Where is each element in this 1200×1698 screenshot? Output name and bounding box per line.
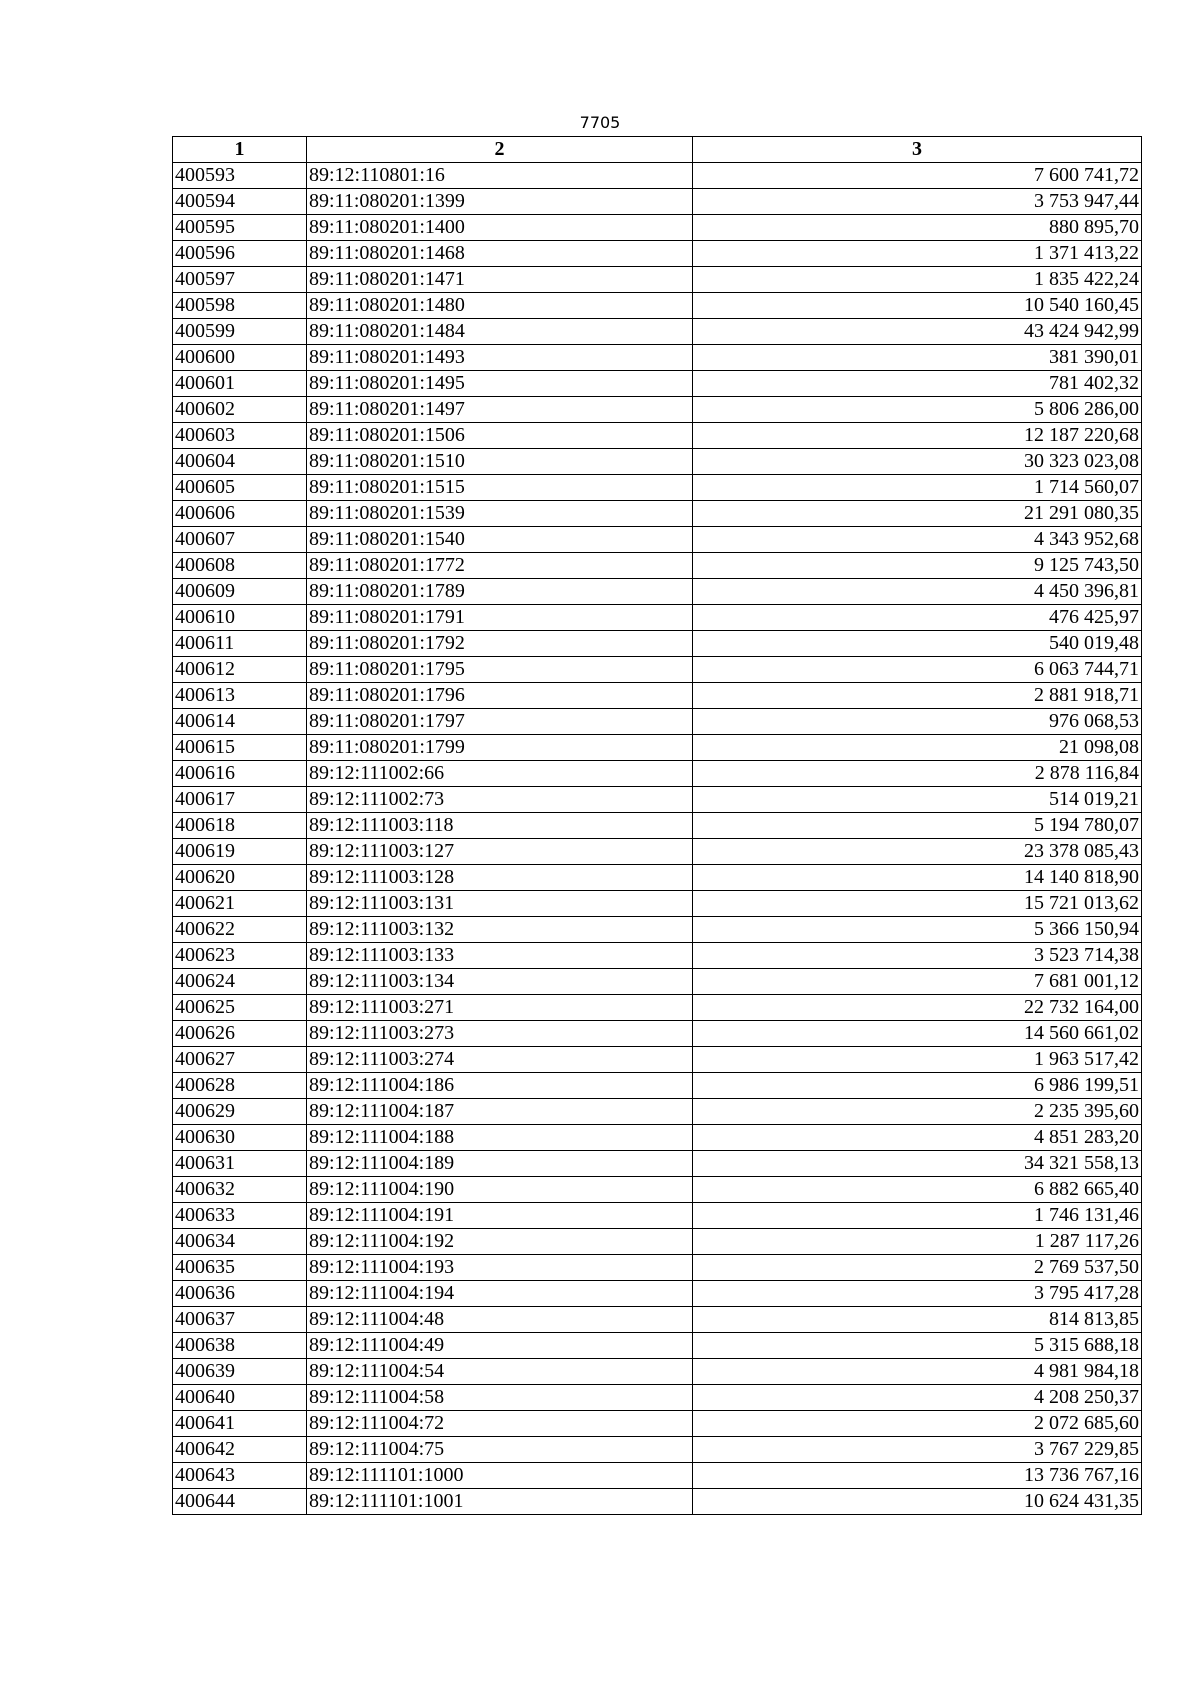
row-number-cell: 400597 <box>173 267 307 293</box>
table-row <box>173 1359 1142 1385</box>
table-row <box>173 1437 1142 1463</box>
cadastral-number-cell: 89:12:111004:186 <box>307 1073 693 1099</box>
row-number-cell: 400606 <box>173 501 307 527</box>
cadastral-number-cell: 89:11:080201:1400 <box>307 215 693 241</box>
value-cell: 3 523 714,38 <box>693 943 1142 969</box>
value-cell: 9 125 743,50 <box>693 553 1142 579</box>
row-number-cell: 400620 <box>173 865 307 891</box>
table-row <box>173 917 1142 943</box>
value-cell: 7 681 001,12 <box>693 969 1142 995</box>
table-row <box>173 1281 1142 1307</box>
table-row <box>173 1411 1142 1437</box>
cadastral-number-cell: 89:12:111003:128 <box>307 865 693 891</box>
table-row <box>173 735 1142 761</box>
row-number-cell: 400623 <box>173 943 307 969</box>
value-cell: 4 851 283,20 <box>693 1125 1142 1151</box>
table-row <box>173 241 1142 267</box>
value-cell: 21 291 080,35 <box>693 501 1142 527</box>
value-cell: 22 732 164,00 <box>693 995 1142 1021</box>
row-number-cell: 400603 <box>173 423 307 449</box>
cadastral-number-cell: 89:12:111003:273 <box>307 1021 693 1047</box>
row-number-cell: 400622 <box>173 917 307 943</box>
cadastral-number-cell: 89:12:111004:49 <box>307 1333 693 1359</box>
value-cell: 381 390,01 <box>693 345 1142 371</box>
cadastral-number-cell: 89:12:111004:191 <box>307 1203 693 1229</box>
cadastral-number-cell: 89:12:111002:73 <box>307 787 693 813</box>
cadastral-number-cell: 89:12:111004:188 <box>307 1125 693 1151</box>
row-number-cell: 400607 <box>173 527 307 553</box>
row-number-cell: 400594 <box>173 189 307 215</box>
value-cell: 2 881 918,71 <box>693 683 1142 709</box>
value-cell: 10 624 431,35 <box>693 1489 1142 1515</box>
row-number-cell: 400599 <box>173 319 307 345</box>
cadastral-number-cell: 89:12:111004:190 <box>307 1177 693 1203</box>
column-header-1: 1 <box>173 137 307 163</box>
value-cell: 14 560 661,02 <box>693 1021 1142 1047</box>
row-number-cell: 400596 <box>173 241 307 267</box>
table-row <box>173 189 1142 215</box>
cadastral-number-cell: 89:11:080201:1539 <box>307 501 693 527</box>
table-row <box>173 995 1142 1021</box>
value-cell: 5 366 150,94 <box>693 917 1142 943</box>
cadastral-number-cell: 89:11:080201:1493 <box>307 345 693 371</box>
cadastral-number-cell: 89:12:111004:194 <box>307 1281 693 1307</box>
value-cell: 1 287 117,26 <box>693 1229 1142 1255</box>
table-row <box>173 1099 1142 1125</box>
value-cell: 34 321 558,13 <box>693 1151 1142 1177</box>
table-row <box>173 1047 1142 1073</box>
value-cell: 2 072 685,60 <box>693 1411 1142 1437</box>
value-cell: 5 194 780,07 <box>693 813 1142 839</box>
cadastral-number-cell: 89:12:111003:134 <box>307 969 693 995</box>
table-row <box>173 319 1142 345</box>
row-number-cell: 400629 <box>173 1099 307 1125</box>
value-cell: 1 714 560,07 <box>693 475 1142 501</box>
row-number-cell: 400636 <box>173 1281 307 1307</box>
row-number-cell: 400626 <box>173 1021 307 1047</box>
value-cell: 4 450 396,81 <box>693 579 1142 605</box>
row-number-cell: 400639 <box>173 1359 307 1385</box>
cadastral-number-cell: 89:11:080201:1480 <box>307 293 693 319</box>
value-cell: 12 187 220,68 <box>693 423 1142 449</box>
row-number-cell: 400608 <box>173 553 307 579</box>
table-row <box>173 163 1142 189</box>
row-number-cell: 400615 <box>173 735 307 761</box>
cadastral-number-cell: 89:11:080201:1791 <box>307 605 693 631</box>
cadastral-number-cell: 89:11:080201:1792 <box>307 631 693 657</box>
row-number-cell: 400641 <box>173 1411 307 1437</box>
table-row <box>173 813 1142 839</box>
table-row <box>173 1463 1142 1489</box>
value-cell: 13 736 767,16 <box>693 1463 1142 1489</box>
row-number-cell: 400593 <box>173 163 307 189</box>
table-body <box>173 163 1142 1515</box>
cadastral-number-cell: 89:11:080201:1795 <box>307 657 693 683</box>
row-number-cell: 400600 <box>173 345 307 371</box>
cadastral-number-cell: 89:12:111004:72 <box>307 1411 693 1437</box>
row-number-cell: 400614 <box>173 709 307 735</box>
table-row <box>173 501 1142 527</box>
value-cell: 4 343 952,68 <box>693 527 1142 553</box>
value-cell: 476 425,97 <box>693 605 1142 631</box>
value-cell: 15 721 013,62 <box>693 891 1142 917</box>
registry-table <box>172 136 1142 1515</box>
row-number-cell: 400605 <box>173 475 307 501</box>
row-number-cell: 400601 <box>173 371 307 397</box>
table-row <box>173 1255 1142 1281</box>
row-number-cell: 400627 <box>173 1047 307 1073</box>
cadastral-number-cell: 89:12:111004:48 <box>307 1307 693 1333</box>
cadastral-number-cell: 89:12:111004:187 <box>307 1099 693 1125</box>
cadastral-number-cell: 89:12:111004:54 <box>307 1359 693 1385</box>
row-number-cell: 400628 <box>173 1073 307 1099</box>
table-row <box>173 475 1142 501</box>
row-number-cell: 400618 <box>173 813 307 839</box>
row-number-cell: 400619 <box>173 839 307 865</box>
value-cell: 880 895,70 <box>693 215 1142 241</box>
cadastral-number-cell: 89:12:111003:131 <box>307 891 693 917</box>
cadastral-number-cell: 89:12:111003:127 <box>307 839 693 865</box>
cadastral-number-cell: 89:12:111004:193 <box>307 1255 693 1281</box>
header-row <box>173 137 1142 163</box>
cadastral-number-cell: 89:11:080201:1399 <box>307 189 693 215</box>
row-number-cell: 400598 <box>173 293 307 319</box>
table-row <box>173 839 1142 865</box>
table-row <box>173 943 1142 969</box>
cadastral-number-cell: 89:11:080201:1797 <box>307 709 693 735</box>
value-cell: 3 767 229,85 <box>693 1437 1142 1463</box>
value-cell: 7 600 741,72 <box>693 163 1142 189</box>
row-number-cell: 400638 <box>173 1333 307 1359</box>
table-row <box>173 891 1142 917</box>
row-number-cell: 400625 <box>173 995 307 1021</box>
table-row <box>173 345 1142 371</box>
row-number-cell: 400621 <box>173 891 307 917</box>
table-row <box>173 1177 1142 1203</box>
value-cell: 781 402,32 <box>693 371 1142 397</box>
value-cell: 30 323 023,08 <box>693 449 1142 475</box>
table-row <box>173 293 1142 319</box>
cadastral-number-cell: 89:12:111003:274 <box>307 1047 693 1073</box>
cadastral-number-cell: 89:11:080201:1495 <box>307 371 693 397</box>
row-number-cell: 400633 <box>173 1203 307 1229</box>
value-cell: 976 068,53 <box>693 709 1142 735</box>
value-cell: 5 315 688,18 <box>693 1333 1142 1359</box>
row-number-cell: 400613 <box>173 683 307 709</box>
table-row <box>173 683 1142 709</box>
cadastral-number-cell: 89:11:080201:1799 <box>307 735 693 761</box>
cadastral-number-cell: 89:11:080201:1497 <box>307 397 693 423</box>
table-row <box>173 1151 1142 1177</box>
cadastral-number-cell: 89:11:080201:1484 <box>307 319 693 345</box>
value-cell: 1 835 422,24 <box>693 267 1142 293</box>
value-cell: 3 753 947,44 <box>693 189 1142 215</box>
table-row <box>173 449 1142 475</box>
row-number-cell: 400630 <box>173 1125 307 1151</box>
row-number-cell: 400611 <box>173 631 307 657</box>
row-number-cell: 400617 <box>173 787 307 813</box>
row-number-cell: 400637 <box>173 1307 307 1333</box>
cadastral-number-cell: 89:12:111003:118 <box>307 813 693 839</box>
row-number-cell: 400595 <box>173 215 307 241</box>
table-row <box>173 657 1142 683</box>
cadastral-number-cell: 89:11:080201:1506 <box>307 423 693 449</box>
cadastral-number-cell: 89:11:080201:1796 <box>307 683 693 709</box>
cadastral-number-cell: 89:11:080201:1540 <box>307 527 693 553</box>
table-row <box>173 423 1142 449</box>
row-number-cell: 400635 <box>173 1255 307 1281</box>
row-number-cell: 400631 <box>173 1151 307 1177</box>
cadastral-number-cell: 89:12:111003:133 <box>307 943 693 969</box>
cadastral-number-cell: 89:12:111003:271 <box>307 995 693 1021</box>
table-row <box>173 267 1142 293</box>
row-number-cell: 400612 <box>173 657 307 683</box>
table-row <box>173 527 1142 553</box>
cadastral-number-cell: 89:11:080201:1468 <box>307 241 693 267</box>
value-cell: 2 769 537,50 <box>693 1255 1142 1281</box>
value-cell: 2 878 116,84 <box>693 761 1142 787</box>
table-row <box>173 1307 1142 1333</box>
table-row <box>173 709 1142 735</box>
row-number-cell: 400610 <box>173 605 307 631</box>
value-cell: 814 813,85 <box>693 1307 1142 1333</box>
table-row <box>173 865 1142 891</box>
value-cell: 43 424 942,99 <box>693 319 1142 345</box>
page-number: 7705 <box>579 113 621 132</box>
cadastral-number-cell: 89:12:111004:75 <box>307 1437 693 1463</box>
cadastral-number-cell: 89:12:111004:58 <box>307 1385 693 1411</box>
row-number-cell: 400616 <box>173 761 307 787</box>
cadastral-number-cell: 89:12:110801:16 <box>307 163 693 189</box>
column-header-2: 2 <box>307 137 693 163</box>
row-number-cell: 400604 <box>173 449 307 475</box>
value-cell: 5 806 286,00 <box>693 397 1142 423</box>
cadastral-number-cell: 89:11:080201:1471 <box>307 267 693 293</box>
value-cell: 4 208 250,37 <box>693 1385 1142 1411</box>
cadastral-number-cell: 89:11:080201:1789 <box>307 579 693 605</box>
value-cell: 1 963 517,42 <box>693 1047 1142 1073</box>
value-cell: 6 063 744,71 <box>693 657 1142 683</box>
value-cell: 3 795 417,28 <box>693 1281 1142 1307</box>
row-number-cell: 400609 <box>173 579 307 605</box>
table-row <box>173 1073 1142 1099</box>
row-number-cell: 400632 <box>173 1177 307 1203</box>
table-row <box>173 579 1142 605</box>
table-row <box>173 1021 1142 1047</box>
value-cell: 6 986 199,51 <box>693 1073 1142 1099</box>
table-row <box>173 215 1142 241</box>
cadastral-number-cell: 89:12:111101:1000 <box>307 1463 693 1489</box>
value-cell: 6 882 665,40 <box>693 1177 1142 1203</box>
value-cell: 514 019,21 <box>693 787 1142 813</box>
row-number-cell: 400624 <box>173 969 307 995</box>
value-cell: 21 098,08 <box>693 735 1142 761</box>
table-header <box>173 137 1142 163</box>
row-number-cell: 400602 <box>173 397 307 423</box>
table-row <box>173 631 1142 657</box>
table-row <box>173 1125 1142 1151</box>
row-number-cell: 400642 <box>173 1437 307 1463</box>
table-row <box>173 1333 1142 1359</box>
column-header-3: 3 <box>693 137 1142 163</box>
value-cell: 2 235 395,60 <box>693 1099 1142 1125</box>
cadastral-number-cell: 89:12:111101:1001 <box>307 1489 693 1515</box>
cadastral-number-cell: 89:12:111004:192 <box>307 1229 693 1255</box>
table-row <box>173 605 1142 631</box>
cadastral-number-cell: 89:11:080201:1510 <box>307 449 693 475</box>
cadastral-number-cell: 89:12:111002:66 <box>307 761 693 787</box>
row-number-cell: 400643 <box>173 1463 307 1489</box>
table-row <box>173 969 1142 995</box>
cadastral-number-cell: 89:11:080201:1772 <box>307 553 693 579</box>
cadastral-number-cell: 89:12:111004:189 <box>307 1151 693 1177</box>
table-row <box>173 553 1142 579</box>
cadastral-number-cell: 89:12:111003:132 <box>307 917 693 943</box>
value-cell: 23 378 085,43 <box>693 839 1142 865</box>
value-cell: 540 019,48 <box>693 631 1142 657</box>
value-cell: 1 746 131,46 <box>693 1203 1142 1229</box>
table-row <box>173 1385 1142 1411</box>
value-cell: 1 371 413,22 <box>693 241 1142 267</box>
row-number-cell: 400640 <box>173 1385 307 1411</box>
table-row <box>173 371 1142 397</box>
table-row <box>173 1229 1142 1255</box>
row-number-cell: 400644 <box>173 1489 307 1515</box>
table-row <box>173 1203 1142 1229</box>
table-row <box>173 397 1142 423</box>
value-cell: 10 540 160,45 <box>693 293 1142 319</box>
cadastral-number-cell: 89:11:080201:1515 <box>307 475 693 501</box>
table-row <box>173 761 1142 787</box>
table-row <box>173 1489 1142 1515</box>
row-number-cell: 400634 <box>173 1229 307 1255</box>
table-row <box>173 787 1142 813</box>
value-cell: 14 140 818,90 <box>693 865 1142 891</box>
value-cell: 4 981 984,18 <box>693 1359 1142 1385</box>
